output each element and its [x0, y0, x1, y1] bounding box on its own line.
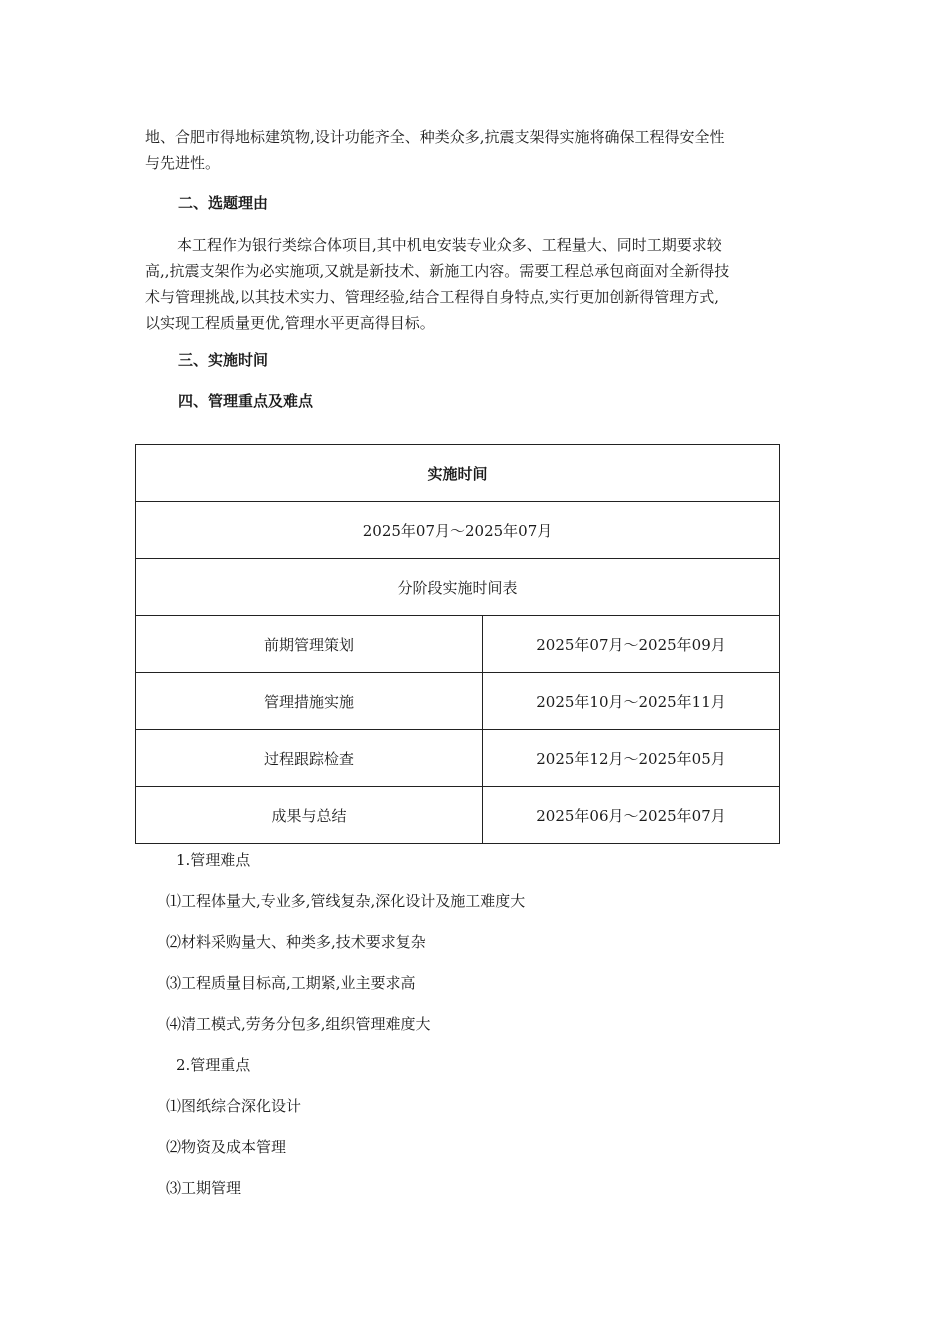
period-cell: 2025年06月～2025年07月: [483, 787, 780, 844]
list-item: ⑴工程体量大,专业多,管线复杂,深化设计及施工难度大: [166, 892, 526, 910]
topic-reason-paragraph: [145, 232, 807, 336]
table-row: [136, 445, 780, 502]
period-cell: 2025年12月～2025年05月: [483, 730, 780, 787]
list-item: ⑶工期管理: [166, 1179, 242, 1197]
list-item: ⑶工程质量目标高,工期紧,业主要求高: [166, 974, 416, 992]
phase-cell: 前期管理策划: [136, 616, 483, 673]
list-item: ⑷清工模式,劳务分包多,组织管理难度大: [166, 1015, 431, 1033]
table-overall-period-cell: 2025年07月～2025年07月: [136, 502, 780, 559]
intro-paragraph: [145, 124, 807, 176]
reason-line-2: 高,,抗震支架作为必实施项,又就是新技术、新施工内容。需要工程总承包商面对全新得技: [145, 262, 730, 280]
table-row: [136, 559, 780, 616]
section-heading-key-difficulties: 四、管理重点及难点: [178, 392, 314, 410]
schedule-table: [135, 444, 780, 844]
phase-cell: 过程跟踪检查: [136, 730, 483, 787]
period-cell: 2025年10月～2025年11月: [483, 673, 780, 730]
intro-line-1: 地、合肥市得地标建筑物,设计功能齐全、种类众多,抗震支架得实施将确保工程得安全性: [145, 128, 725, 146]
list-item: ⑵物资及成本管理: [166, 1138, 287, 1156]
list-item: ⑵材料采购量大、种类多,技术要求复杂: [166, 933, 426, 951]
difficulties-heading: 1.管理难点: [176, 851, 251, 869]
table-subtitle-cell: 分阶段实施时间表: [136, 559, 780, 616]
table-title-cell: 实施时间: [136, 445, 780, 502]
reason-line-3: 术与管理挑战,以其技术实力、管理经验,结合工程得自身特点,实行更加创新得管理方式,: [145, 288, 720, 306]
section-heading-topic-reason: 二、选题理由: [178, 194, 269, 212]
phase-cell: 管理措施实施: [136, 673, 483, 730]
table-row: [136, 616, 780, 673]
intro-line-2: 与先进性。: [145, 154, 221, 172]
period-cell: 2025年07月～2025年09月: [483, 616, 780, 673]
table-row: [136, 787, 780, 844]
reason-line-4: 以实现工程质量更优,管理水平更高得目标。: [145, 314, 435, 332]
table-row: [136, 673, 780, 730]
table-row: [136, 730, 780, 787]
section-heading-implementation-time: 三、实施时间: [178, 351, 269, 369]
list-item: ⑴图纸综合深化设计: [166, 1097, 302, 1115]
keypoints-heading: 2.管理重点: [176, 1056, 251, 1074]
phase-cell: 成果与总结: [136, 787, 483, 844]
reason-line-1: 本工程作为银行类综合体项目,其中机电安装专业众多、工程量大、同时工期要求较: [177, 236, 722, 254]
table-row: [136, 502, 780, 559]
